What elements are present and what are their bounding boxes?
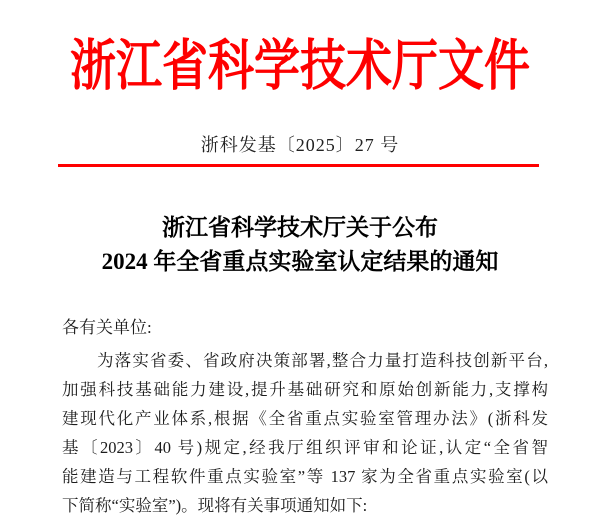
notice-title-line1: 浙江省科学技术厅关于公布 — [162, 215, 438, 240]
body-line: 基〔2023〕40 号)规定,经我厅组织评审和论证,认定“全省智 — [62, 438, 548, 457]
body-line: 为落实省委、省政府决策部署,整合力量打造科技创新平台, — [97, 351, 548, 370]
notice-title — [0, 211, 600, 279]
red-divider-line — [58, 164, 539, 167]
document-number: 浙科发基〔2025〕27 号 — [200, 135, 400, 155]
notice-body — [62, 346, 548, 517]
body-line: 加强科技基础能力建设,提升基础研究和原始创新能力,支撑构 — [62, 380, 548, 399]
notice-title-line2: 2024 年全省重点实验室认定结果的通知 — [101, 249, 499, 274]
letterhead-title: 浙江省科学技术厅文件 — [70, 35, 530, 97]
body-line: 下简称“实验室”)。现将有关事项通知如下: — [62, 496, 368, 515]
salutation: 各有关单位: — [62, 318, 152, 337]
body-line: 建现代化产业体系,根据《全省重点实验室管理办法》(浙科发 — [62, 409, 548, 428]
body-line: 能建造与工程软件重点实验室”等 137 家为全省重点实验室(以 — [62, 467, 548, 486]
